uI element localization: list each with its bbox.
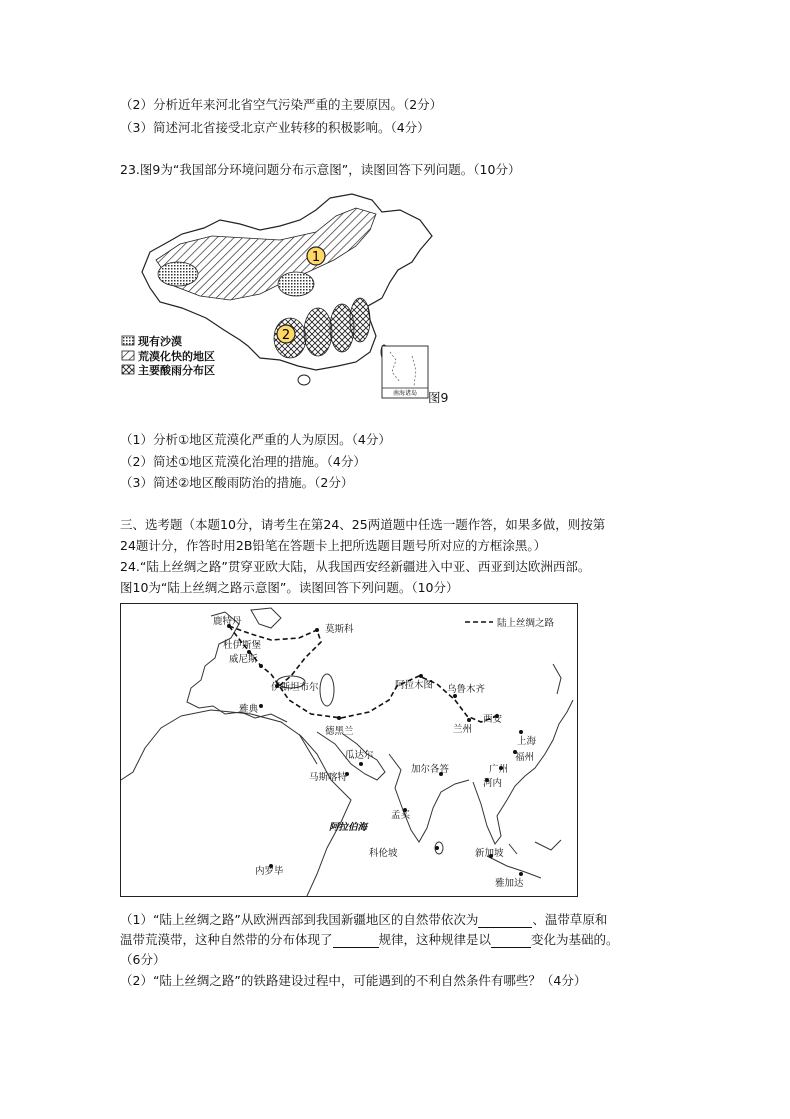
label-nairobi: 内罗毕 bbox=[255, 866, 284, 877]
q24-sub1-text-d: 规律，这种规律是以 bbox=[378, 932, 492, 947]
figure-9-label: 图9 bbox=[428, 390, 449, 405]
q24-intro-line2: 图10为“陆上丝绸之路示意图”。读图回答下列问题。（10分） bbox=[120, 580, 459, 595]
label-colombo: 科伦坡 bbox=[369, 848, 398, 859]
acid-rain-zone-2 bbox=[304, 308, 332, 356]
desert-patch-tarim bbox=[158, 262, 198, 286]
label-urumqi: 乌鲁木齐 bbox=[447, 684, 486, 695]
q24-sub1-points: （6分） bbox=[120, 952, 166, 967]
label-rotterdam: 鹿特丹 bbox=[213, 616, 242, 627]
answer-blank-2[interactable] bbox=[333, 935, 379, 948]
scandinavia-coast bbox=[251, 608, 281, 628]
hainan-island bbox=[298, 375, 310, 385]
legend-acid-rain-swatch bbox=[122, 365, 134, 374]
label-fuzhou: 福州 bbox=[515, 752, 535, 763]
q24-sub1-line2 bbox=[120, 932, 619, 948]
legend-desert-swatch bbox=[122, 336, 134, 345]
label-arabian-sea: 阿拉伯海 bbox=[329, 822, 368, 833]
label-lanzhou: 兰州 bbox=[453, 724, 473, 735]
label-jakarta: 雅加达 bbox=[495, 878, 524, 889]
label-shanghai: 上海 bbox=[517, 736, 537, 747]
africa-coast bbox=[121, 710, 351, 896]
q24-sub1-text-a: （1）“陆上丝绸之路”从欧洲西部到我国新疆地区的自然带依次为 bbox=[120, 912, 479, 927]
label-kolkata: 加尔各答 bbox=[411, 764, 450, 775]
label-venice: 威尼斯 bbox=[229, 654, 258, 665]
q24-sub1-text-e: 变化为基础的。 bbox=[531, 932, 619, 947]
region-2-marker: 2 bbox=[281, 328, 291, 343]
label-moscow: 莫斯科 bbox=[325, 624, 354, 635]
label-tehran: 德黑兰 bbox=[325, 726, 354, 737]
q24-sub1-line1 bbox=[120, 912, 607, 928]
legend-desert-label: 现有沙漠 bbox=[138, 335, 182, 348]
label-guangzhou: 广州 bbox=[489, 764, 509, 775]
q23-sub1: （1）分析①地区荒漠化严重的人为原因。（4分） bbox=[120, 432, 391, 447]
legend-desertification-label: 荒漠化快的地区 bbox=[138, 350, 215, 363]
silk-road-route bbox=[229, 626, 497, 722]
label-xian: 西安 bbox=[483, 714, 503, 725]
label-istanbul: 伊斯坦布尔 bbox=[271, 682, 319, 693]
legend-acid-rain-label: 主要酸雨分布区 bbox=[138, 364, 215, 377]
label-singapore: 新加坡 bbox=[475, 848, 504, 859]
label-athens: 雅典 bbox=[239, 704, 259, 715]
region-1-marker: 1 bbox=[311, 250, 321, 265]
silk-road-legend: 陆上丝绸之路 bbox=[497, 618, 555, 629]
q24-sub1-text-b: 、温带草原和 bbox=[532, 912, 608, 927]
answer-blank-3[interactable] bbox=[491, 935, 531, 948]
silk-road-map bbox=[120, 603, 578, 897]
label-muscat: 马斯喀特 bbox=[309, 772, 348, 783]
china-environment-map bbox=[120, 190, 460, 400]
label-mumbai: 孟买 bbox=[391, 810, 411, 821]
label-duisburg: 杜伊斯堡 bbox=[223, 640, 262, 651]
q22-sub2: （2）分析近年来河北省空气污染严重的主要原因。（2分） bbox=[120, 97, 443, 112]
section3-line1: 三、选考题（本题10分，请考生在第24、25两道题中任选一题作答，如果多做，则按第 bbox=[120, 517, 606, 532]
q23-sub2: （2）简述①地区荒漠化治理的措施。（4分） bbox=[120, 454, 366, 469]
q22-sub3: （3）简述河北省接受北京产业转移的积极影响。（4分） bbox=[120, 120, 430, 135]
q23-sub3: （3）简述②地区酸雨防治的措施。（2分） bbox=[120, 475, 354, 490]
desert-patch-ordos bbox=[278, 272, 314, 296]
q23-title: 23.图9为“我国部分环境问题分布示意图”，读图回答下列问题。（10分） bbox=[120, 162, 521, 177]
q24-sub1-text-c: 温带荒漠带，这种自然带的分布体现了 bbox=[120, 932, 333, 947]
legend-desertification-swatch bbox=[122, 351, 134, 360]
section3-line2: 24题计分，作答时用2B铅笔在答题卡上把所选题目题号所对应的方框涂黑。） bbox=[120, 538, 547, 553]
q24-sub2: （2）“陆上丝绸之路”的铁路建设过程中，可能遇到的不利自然条件有哪些？（4分） bbox=[120, 973, 587, 988]
q24-intro-line1: 24.“陆上丝绸之路”贯穿亚欧大陆，从我国西安经新疆进入中亚、西亚到达欧洲西部。 bbox=[120, 559, 591, 574]
answer-blank-1[interactable] bbox=[478, 915, 532, 928]
label-gwadar: 瓜达尔 bbox=[345, 750, 374, 761]
inset-label: 南海诸岛 bbox=[392, 390, 418, 397]
label-almaty: 阿拉木图 bbox=[395, 680, 434, 691]
label-hanoi: 河内 bbox=[483, 778, 503, 789]
acid-rain-zone-4 bbox=[350, 298, 370, 342]
